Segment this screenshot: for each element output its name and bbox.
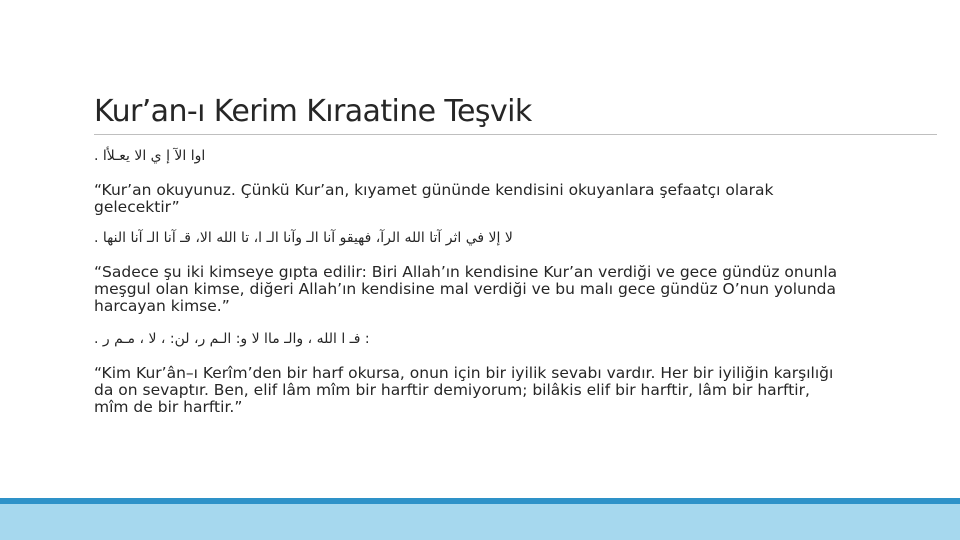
arabic-hadith-2: لا إلا في اثر آتا الله الرآ، فهيقو آنا الـ وآنا الـ ا، تا الله الا، قـ آنا الـ آنا النها . — [94, 230, 513, 246]
slide-title: Kur’an-ı Kerim Kıraatine Teşvik — [94, 94, 532, 129]
footer-band — [0, 498, 960, 540]
translation-2: “Sadece şu iki kimseye gıpta edilir: Biri Allah’ın kendisine Kur’an verdiği ve gece gündüz onunla meşgul olan kimse, diğeri Allah’ın kendisine mal verdiği ve bu malı gece gündüz O’nun yolunda harcayan kimse.” — [94, 263, 838, 315]
arabic-line-2-container — [94, 216, 874, 248]
title-divider — [94, 134, 937, 135]
footer-band-accent — [0, 498, 960, 504]
arabic-hadith-1: اوا الآ إ ي الا يعـلأا . — [94, 148, 206, 164]
slide-body — [94, 146, 874, 416]
translation-3: “Kim Kur’ân–ı Kerîm’den bir harf okursa, onun için bir iyilik sevabı vardır. Her bir iyiliğin karşılığı da on sevaptır. Ben, elif lâm mîm bir harftir demiyorum; bilâkis elif bir harftir, lâm bir harftir, mîm de bir harftir.” — [94, 364, 834, 416]
translation-1: “Kur’an okuyunuz. Çünkü Kur’an, kıyamet gününde kendisini okuyanlara şefaatçı olarak gelecektir” — [94, 181, 774, 216]
arabic-line-1-container — [94, 146, 874, 166]
arabic-line-3-container — [94, 315, 874, 349]
arabic-hadith-3: : فـ ا الله ، والـ ماا لا و: الـم ر، لن: ، لا ، مـم ر . — [94, 331, 370, 347]
